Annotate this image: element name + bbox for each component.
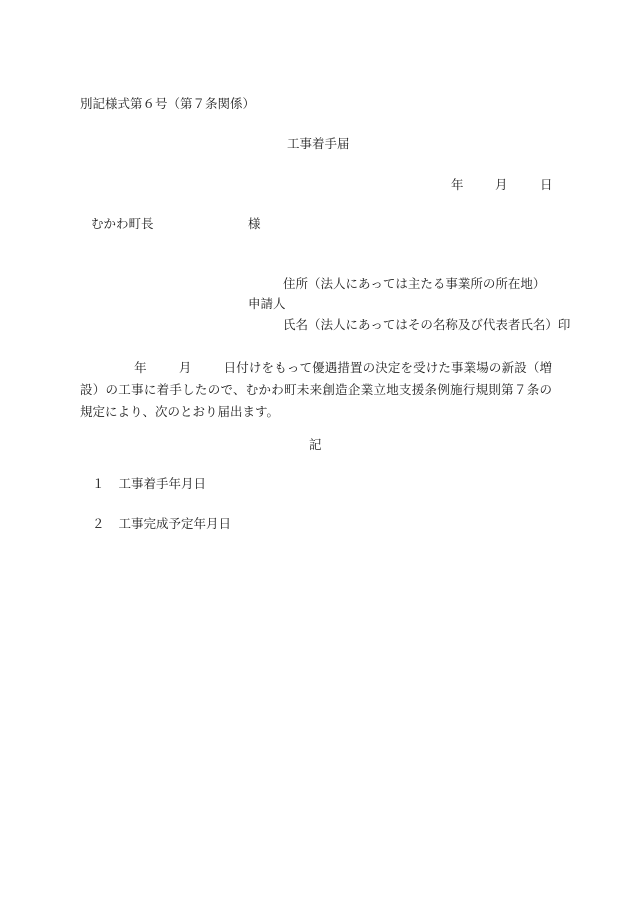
item-number: ２ <box>92 516 105 531</box>
applicant-address-label: 住所（法人にあっては主たる事業所の所在地） <box>283 276 546 291</box>
addressee-name: むかわ町長 <box>91 216 154 231</box>
item-number: １ <box>92 476 105 491</box>
list-item <box>92 518 231 531</box>
body-text: 日付けをもって優遇措置の決定を受けた事業場の新設（増設）の工事に着手したので、むかわ町未来創造企業立地支援条例施行規則第７条の規定により、次のとおり届出ます。 <box>80 360 552 419</box>
body-month-label: 月 <box>178 360 192 375</box>
document-title: 工事着手届 <box>287 136 350 151</box>
date-day-label: 日 <box>540 177 553 192</box>
date-year-label: 年 <box>451 177 464 192</box>
body-year-label: 年 <box>134 360 147 375</box>
applicant-name-label: 氏名（法人にあってはその名称及び代表者氏名）印 <box>283 317 571 332</box>
ki-heading: 記 <box>309 437 322 452</box>
item-label: 工事着手年月日 <box>118 476 206 491</box>
form-number: 別記様式第６号（第７条関係） <box>80 96 256 111</box>
body-paragraph <box>80 357 552 423</box>
applicant-role-label: 申請人 <box>248 296 286 311</box>
addressee-honorific: 様 <box>248 216 261 231</box>
list-item <box>92 478 206 491</box>
date-month-label: 月 <box>495 177 508 192</box>
item-label: 工事完成予定年月日 <box>118 516 231 531</box>
